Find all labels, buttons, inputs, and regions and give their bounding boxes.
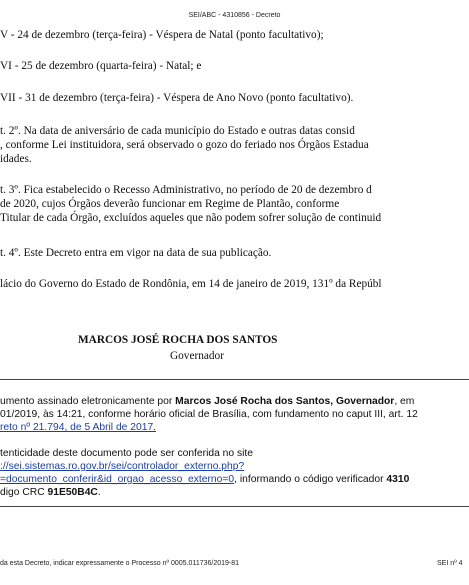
signature-notice-line-1 (0, 395, 414, 408)
signing-place-date: lácio do Governo do Estado de Rondônia, em 14 de janeiro de 2019, 131º da Repúbl (0, 278, 382, 290)
crc-label: digo CRC (0, 487, 48, 498)
authenticity-line-1: tenticidade deste documento pode ser conferida no site (0, 448, 254, 459)
verifier-code: 4310 (386, 474, 410, 485)
signature-notice-text: umento assinado eletronicamente por (0, 396, 176, 407)
crc-end: . (97, 487, 101, 498)
article-4: t. 4º. Este Decreto entra em vigor na data de sua publicação. (0, 247, 272, 259)
signature-notice-line-2: 01/2019, às 14:21, conforme horário oficial de Brasília, com fundamento no caput III, art. 12 (0, 409, 418, 420)
article-3-line-2: de 2020, cujos Órgãos deverão funcionar em Regime de Plantão, conforme (0, 198, 340, 210)
decree-link[interactable]: reto nº 21.794, de 5 Abril de 2017. (0, 422, 157, 433)
item-vii: VII - 31 de dezembro (terça-feira) - Véspera de Ano Novo (ponto facultativo). (0, 92, 354, 104)
authenticity-line-3 (0, 473, 409, 486)
article-2-line-1: t. 2º. Na data de aniversário de cada município do Estado e outras datas consid (0, 125, 355, 137)
verifier-text: , informando o código verificador (234, 474, 387, 485)
article-3-line-1: t. 3º. Fica estabelecido o Recesso Administrativo, no período de 20 de dezembro d (0, 184, 372, 196)
footer-process-reference: da esta Decreto, indicar expressamente o Processo nº 0005.011736/2019-81 (0, 560, 240, 567)
signature-notice-tail: , em (394, 396, 415, 407)
footer-sei-number: SEI nº 4 (437, 560, 463, 567)
item-vi: VI - 25 de dezembro (quarta-feira) - Natal; e (0, 60, 202, 72)
item-v: V - 24 de dezembro (terça-feira) - Véspera de Natal (ponto facultativo); (0, 29, 324, 41)
article-3-line-3: Titular de cada Órgão, excluídos aqueles que não podem sofrer solução de continuid (0, 212, 382, 224)
page-header: SEI/ABC - 4310856 - Decreto (188, 12, 281, 19)
signatory-name: MARCOS JOSÉ ROCHA DOS SANTOS (78, 334, 278, 346)
crc-code: 91E50B4C (47, 487, 98, 498)
article-2-line-2: , conforme Lei instituidora, será observado o gozo do feriado nos Órgãos Estadua (0, 139, 369, 151)
signatory-role: Governador (170, 350, 224, 362)
verification-url-link-cont[interactable]: =documento_conferir&id_orgao_acesso_externo=0 (0, 474, 235, 485)
signature-signer: Marcos José Rocha dos Santos, Governador (175, 396, 395, 407)
crc-line (0, 486, 101, 499)
verification-url-link[interactable]: ://sei.sistemas.ro.gov.br/sei/controlador_externo.php? (0, 461, 245, 472)
article-2-line-3: idades. (0, 153, 32, 165)
electronic-signature-box (0, 379, 469, 507)
